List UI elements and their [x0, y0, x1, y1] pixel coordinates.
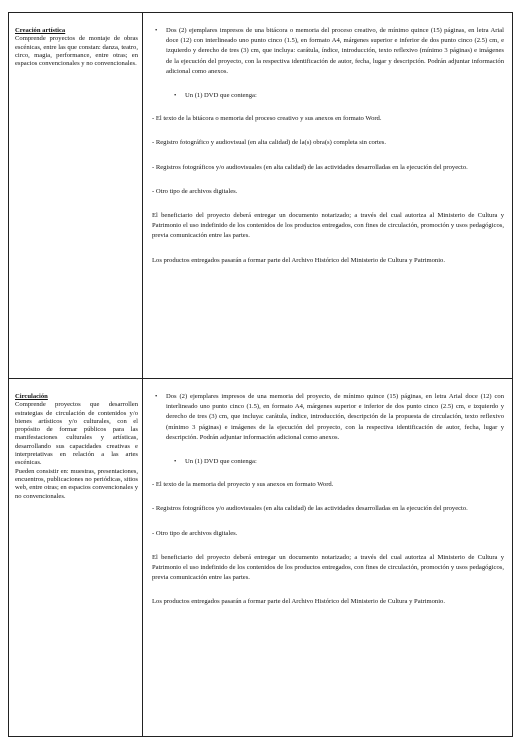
dvd-item: - El texto de la memoria del proyecto y sus anexos en formato Word.: [152, 481, 334, 489]
dvd-item: - Otro tipo de archivos digitales.: [152, 529, 238, 537]
category-title: Creación artística: [15, 27, 66, 34]
category-cell: [9, 13, 143, 379]
table-row: [9, 13, 513, 379]
category-description: Comprende proyectos de montaje de obras escénicas, entre las que constan: danza, teatro, circo, magia, performance, entre otras; en espacios convencionales y no convencionales.: [15, 35, 138, 68]
dvd-item: - Otro tipo de archivos digitales.: [152, 187, 238, 195]
deliverables-cell: [143, 379, 513, 737]
bullet-main: • Dos (2) ejemplares impresos de una bitácora o memoria del proceso creativo, de mínimo quince (15) páginas, en letra Arial doce (12) con interlineado uno punto cinco (1.5), en formato A4, márgenes superior e inferior de dos punto cinco (2.5) cm, e izquierdo y derecho de tres (3) cm, que incluya: carátula, índice, introducción, texto reflexivo (mínimo 3 páginas) e imágenes de la ejecución del proyecto, con la respectiva identificación de autor, fecha, lugar y descripción. Podrán adjuntar información adicional como anexos.: [152, 26, 504, 77]
dvd-item: - Registros fotográficos y/o audiovisuales (en alta calidad) de las actividades desarrolladas en la ejecución del proyecto.: [152, 505, 468, 513]
dvd-item: - El texto de la bitácora o memoria del proceso creativo y sus anexos en formato Word.: [152, 115, 382, 123]
bullet-dvd: • Un (1) DVD que contenga:: [152, 91, 504, 101]
authorization-paragraph: El beneficiario del proyecto deberá entregar un documento notarizado; a través del cual autoriza al Ministerio de Cultura y Patrimonio el uso indefinido de los contenidos de los productos entregados, con fines de circulación, promoción y usos pedagógicos, previa comunicación entre las partes.: [152, 212, 504, 240]
bullet-dvd: • Un (1) DVD que contenga:: [152, 457, 504, 467]
archive-paragraph: Los productos entregados pasarán a formar parte del Archivo Histórico del Ministerio de Cultura y Patrimonio.: [152, 598, 445, 606]
category-cell: [9, 379, 143, 737]
authorization-paragraph: El beneficiario del proyecto deberá entregar un documento notarizado; a través del cual autoriza al Ministerio de Cultura y Patrimonio el uso indefinido de los contenidos de los productos entregados, con fines de circulación, promoción y usos pedagógicos, previa comunicación entre las partes.: [152, 553, 504, 582]
category-description: Comprende proyectos que desarrollen estrategias de circulación de contenidos y/o bienes artísticos y/o culturales, con el propósito de formar públicos para las manifestaciones culturales y artísticas, desarrollando sus capacidades creativas e interpretativas en relación a las artes escénicas. Pueden consistir en: muestras, presentaciones, encuentros, publicaciones no periódicas, sitios web, entre otras; en espacios convencionales y no convencionales.: [15, 401, 138, 500]
table-row: [9, 379, 513, 737]
bullet-main: • Dos (2) ejemplares impresos de una memoria del proyecto, de mínimo quince (15) páginas, en letra Arial doce (12) con interlineado uno punto cinco (1.5), en formato A4, márgenes superior e inferior de dos punto cinco (2.5) cm, e izquierdo y derecho de tres (3) cm, que incluya: carátula, índice, introducción, descripción de la propuesta de circulación, texto reflexivo (mínimo 3 páginas) e imágenes de la ejecución del proyecto, con la respectiva identificación de autor, fecha, lugar y descripción. Podrán adjuntar información adicional como anexos.: [152, 392, 504, 443]
dvd-item: - Registro fotográfico y audiovisual (en alta calidad) de la(s) obra(s) completa sin cortes.: [152, 139, 386, 147]
archive-paragraph: Los productos entregados pasarán a formar parte del Archivo Histórico del Ministerio de Cultura y Patrimonio.: [152, 256, 445, 264]
deliverables-cell: [143, 13, 513, 379]
category-title: Circulación: [15, 393, 48, 400]
requirements-table: [8, 12, 513, 737]
dvd-item: - Registros fotográficos y/o audiovisuales (en alta calidad) de las actividades desarrolladas en la ejecución del proyecto.: [152, 163, 468, 171]
